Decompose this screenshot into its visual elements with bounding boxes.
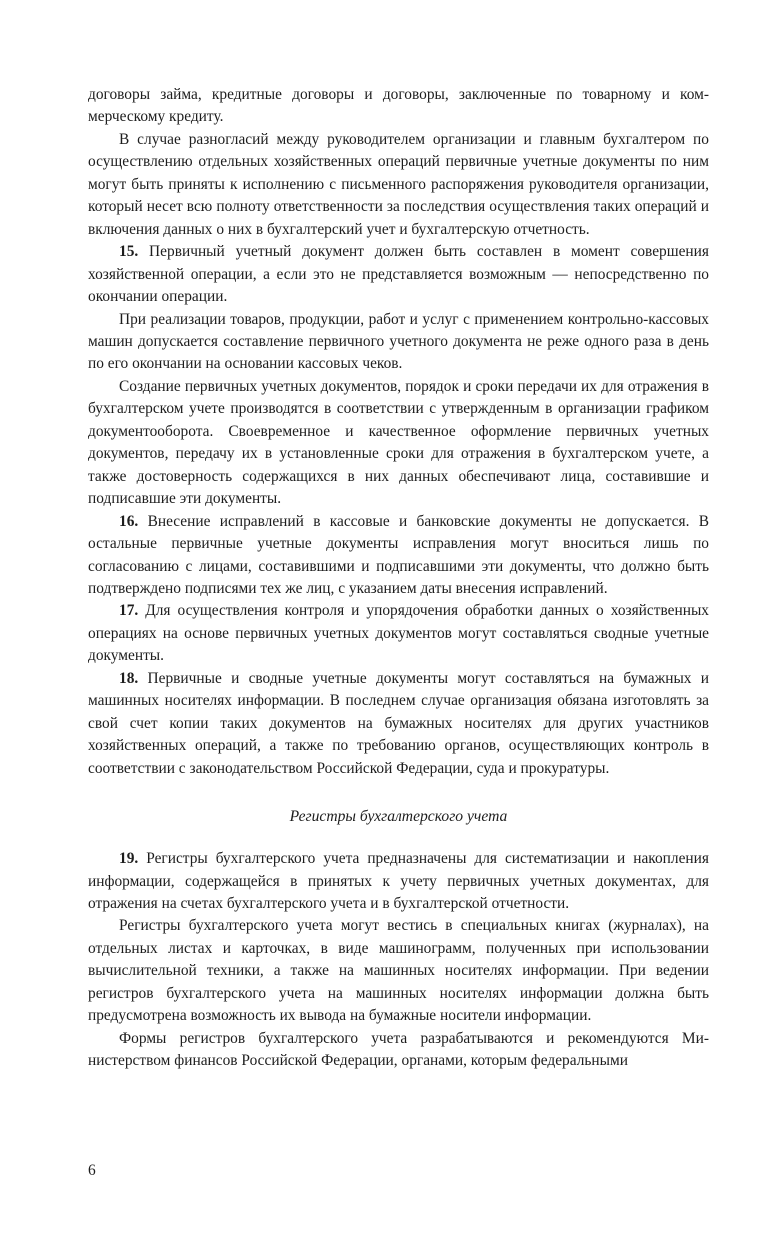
paragraph-text: Первичные и сводные учетные документы могут составляться на бумажных и машинных носителях информации. В последнем случае организация обязана изготовлять за свой счет копии таких документов на бумажных носителях для других участников хозяйственных операций, а также по требованию органов, осуществляющих контроль в соответствии с законодательством Российской Федерации, суда и прокуратуры. [88,669,709,777]
paragraph-text: Первичный учетный документ должен быть составлен в момент совершения хозяйственной операции, а если это не представляется возможным — непосредственно по окончании операции. [88,243,709,306]
paragraph [88,309,709,376]
paragraph [88,1028,709,1073]
paragraph-text: договоры займа, кредитные договоры и договоры, заключенные по товарному и коммерческому кредиту. [88,86,709,126]
section-heading: Регистры бухгалтерского учета [289,808,508,826]
document-page [88,84,709,1073]
paragraph [88,848,709,915]
paragraph-text: При реализации товаров, продукции, работ и услуг с применением контрольно-кассовых машин допускается составление первичного учетного документа не реже одного раза в день по его окончании на основании кассовых чеков. [88,310,709,373]
paragraph [88,668,709,780]
paragraph [88,129,709,241]
clause-number: 16. [119,512,139,530]
paragraph-text: В случае разногласий между руководителем организации и главным бухгалтером по осуществлению отдельных хозяйственных операций первичные учетные документы по ним могут быть приняты к исполнению с письменного распоряжения руководителя организации, который несет всю полноту ответственности за последствия осуществления таких операций и включения данных о них в бухгалтерский учет и бухгалтерскую отчетность. [88,130,709,238]
paragraph [88,511,709,601]
paragraph [88,376,709,511]
paragraph [88,915,709,1027]
paragraph-text: Создание первичных учетных документов, порядок и сроки передачи их для отражения в бухгалтерском учете производятся в соответствии с утвержденным в организации графиком документооборота. Своевременное и качественное оформление первичных учетных документов, передачу их в установленные сроки для отражения в бухгалтерском учете, а также достоверность содержащихся в них данных обеспечивают лица, составившие и подписавшие эти документы. [88,377,709,508]
paragraphs-bottom [88,848,709,1073]
paragraph-text: Регистры бухгалтерского учета могут вестись в специальных книгах (журналах), на отдельных листах и карточках, в виде машинограмм, полученных при использовании вычислительной техники, а также на машинных носителях информации. При ведении регистров бухгалтерского учета на машинных носителях информации должна быть предусмотрена возможность их вывода на бумажные носители информации. [88,917,709,1025]
clause-number: 19. [119,850,139,868]
paragraphs-top [88,84,709,780]
paragraph [88,600,709,667]
paragraph-text: Регистры бухгалтерского учета предназначены для систематизации и накопления информации, содержащейся в принятых к учету первичных учетных документах, для отражения на счетах бухгалтерского учета и в бухгалтерской отчетности. [88,850,709,912]
paragraph-text: Для осуществления контроля и упорядочения обработки данных о хозяйственных операциях на основе первичных учетных документов могут составляться сводные учетные документы. [88,602,709,665]
paragraph-text: Формы регистров бухгалтерского учета разрабатываются и рекомендуются Министерством финансов Российской Федерации, органами, которым федеральными [88,1029,709,1070]
paragraph [88,84,709,129]
clause-number: 15. [119,243,139,261]
clause-number: 17. [119,602,139,620]
paragraph [88,241,709,308]
page-number: 6 [88,1162,96,1179]
paragraph-text: Внесение исправлений в кассовые и банковские документы не допускается. В остальные первичные учетные документы исправления могут вноситься лишь по согласованию с лицами, составившими и подписавшими эти документы, что должно быть подтверждено подписями тех же лиц, с указанием даты внесения исправлений. [88,512,709,597]
clause-number: 18. [119,669,139,687]
